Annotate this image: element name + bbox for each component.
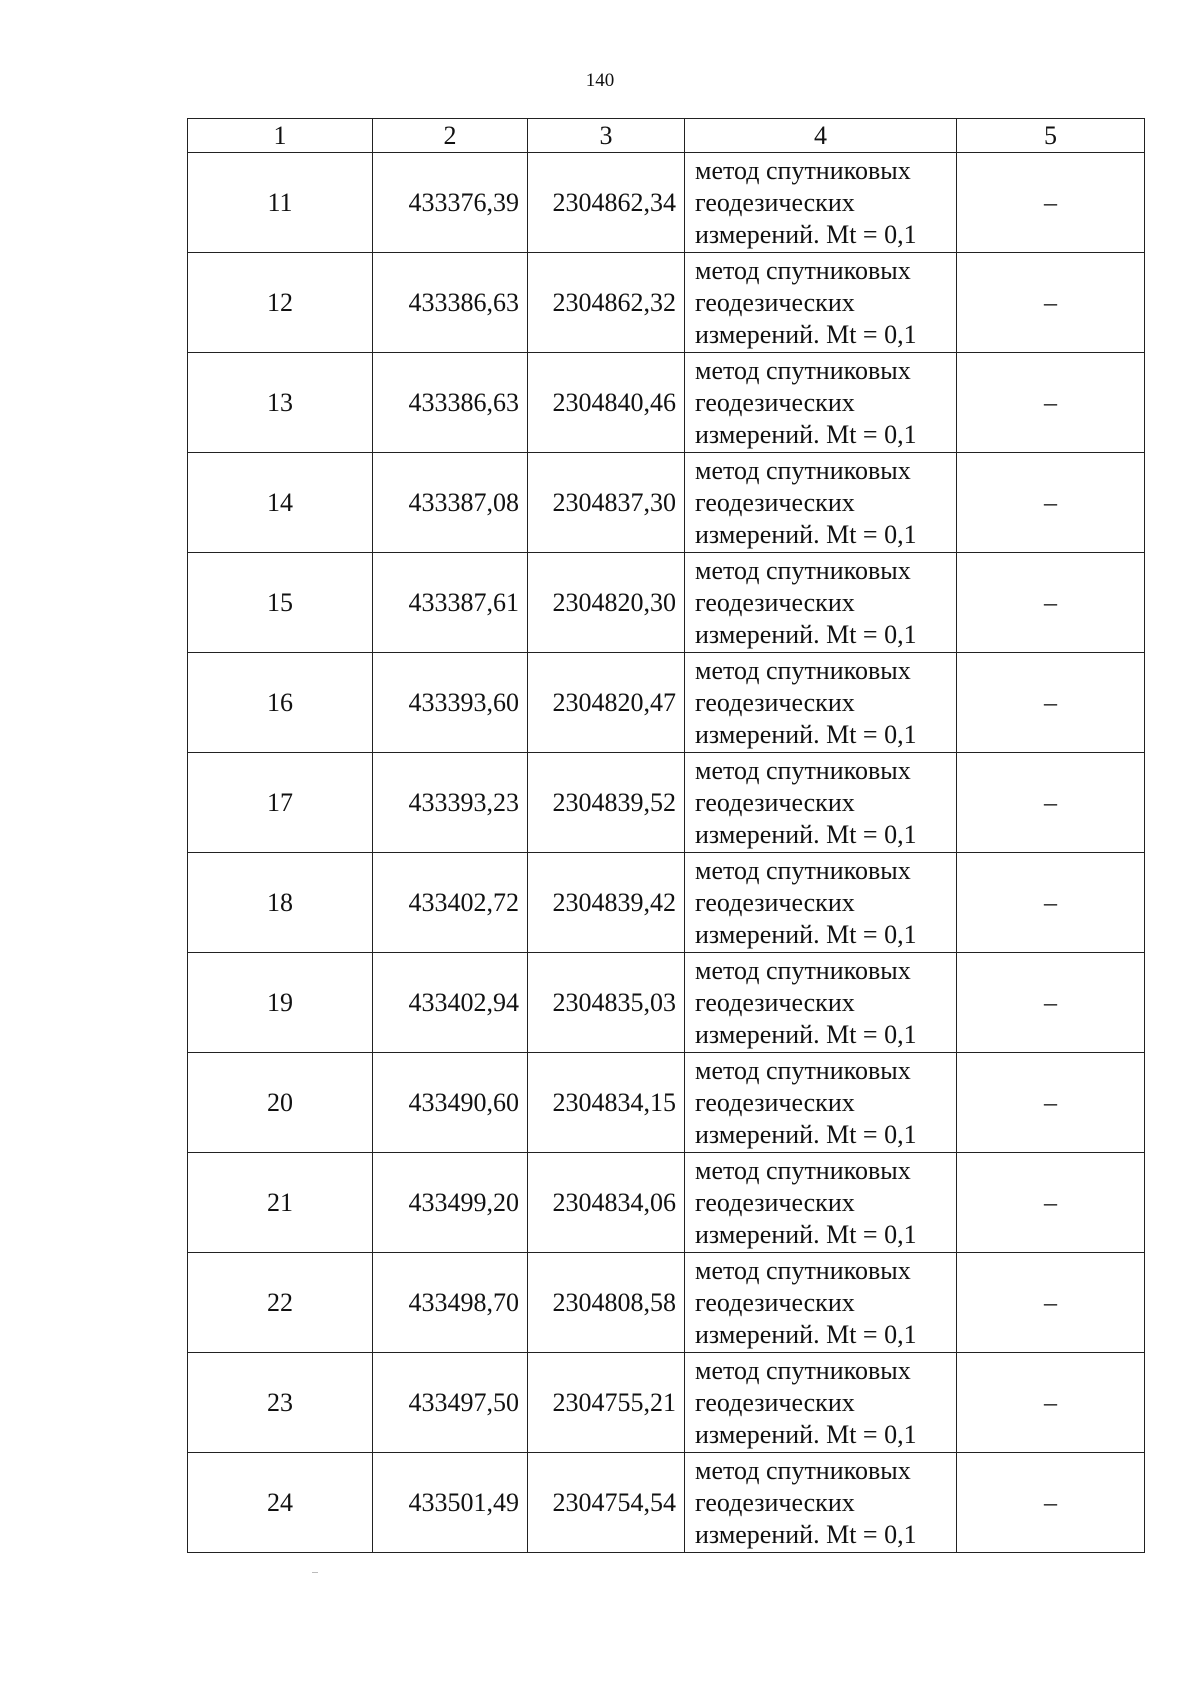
note-cell: – — [957, 1153, 1145, 1253]
x-coordinate-cell: 433402,94 — [373, 953, 528, 1053]
coordinates-table — [187, 118, 1145, 1553]
x-coordinate-cell: 433490,60 — [373, 1053, 528, 1153]
point-number-cell: 15 — [188, 553, 373, 653]
table-row — [188, 153, 1145, 253]
x-coordinate-cell: 433393,23 — [373, 753, 528, 853]
header-col-5: 5 — [957, 119, 1145, 153]
point-number-cell: 23 — [188, 1353, 373, 1453]
note-cell: – — [957, 1353, 1145, 1453]
y-coordinate-cell: 2304820,30 — [528, 553, 685, 653]
header-col-4: 4 — [685, 119, 957, 153]
method-cell — [685, 853, 957, 953]
method-line: метод спутниковых — [695, 1055, 911, 1085]
header-col-2: 2 — [373, 119, 528, 153]
method-line: геодезических — [695, 387, 855, 417]
method-line: геодезических — [695, 287, 855, 317]
note-cell: – — [957, 153, 1145, 253]
method-cell — [685, 153, 957, 253]
method-line: измерений. Mt = 0,1 — [695, 819, 917, 849]
method-line: измерений. Mt = 0,1 — [695, 319, 917, 349]
x-coordinate-cell: 433499,20 — [373, 1153, 528, 1253]
method-cell — [685, 1453, 957, 1553]
header-col-1: 1 — [188, 119, 373, 153]
x-coordinate-cell: 433387,08 — [373, 453, 528, 553]
method-line: метод спутниковых — [695, 255, 911, 285]
method-line: метод спутниковых — [695, 1455, 911, 1485]
note-cell: – — [957, 1253, 1145, 1353]
y-coordinate-cell: 2304755,21 — [528, 1353, 685, 1453]
point-number-cell: 13 — [188, 353, 373, 453]
method-line: измерений. Mt = 0,1 — [695, 1419, 917, 1449]
table-row — [188, 953, 1145, 1053]
method-line: измерений. Mt = 0,1 — [695, 519, 917, 549]
method-line: метод спутниковых — [695, 555, 911, 585]
method-line: измерений. Mt = 0,1 — [695, 219, 917, 249]
note-cell: – — [957, 753, 1145, 853]
note-cell: – — [957, 353, 1145, 453]
y-coordinate-cell: 2304862,34 — [528, 153, 685, 253]
point-number-cell: 22 — [188, 1253, 373, 1353]
method-line: измерений. Mt = 0,1 — [695, 619, 917, 649]
method-line: геодезических — [695, 187, 855, 217]
note-cell: – — [957, 853, 1145, 953]
x-coordinate-cell: 433386,63 — [373, 353, 528, 453]
x-coordinate-cell: 433402,72 — [373, 853, 528, 953]
method-line: измерений. Mt = 0,1 — [695, 1519, 917, 1549]
method-cell — [685, 1053, 957, 1153]
method-line: геодезических — [695, 487, 855, 517]
y-coordinate-cell: 2304820,47 — [528, 653, 685, 753]
method-line: геодезических — [695, 887, 855, 917]
method-line: метод спутниковых — [695, 1255, 911, 1285]
method-cell — [685, 1353, 957, 1453]
method-line: измерений. Mt = 0,1 — [695, 1219, 917, 1249]
table-row — [188, 453, 1145, 553]
point-number-cell: 20 — [188, 1053, 373, 1153]
method-cell — [685, 1253, 957, 1353]
method-line: геодезических — [695, 1487, 855, 1517]
method-line: измерений. Mt = 0,1 — [695, 719, 917, 749]
method-line: измерений. Mt = 0,1 — [695, 919, 917, 949]
point-number-cell: 14 — [188, 453, 373, 553]
note-cell: – — [957, 453, 1145, 553]
point-number-cell: 18 — [188, 853, 373, 953]
header-col-3: 3 — [528, 119, 685, 153]
y-coordinate-cell: 2304834,06 — [528, 1153, 685, 1253]
y-coordinate-cell: 2304839,42 — [528, 853, 685, 953]
y-coordinate-cell: 2304862,32 — [528, 253, 685, 353]
scan-mark — [312, 1572, 318, 1573]
method-line: метод спутниковых — [695, 955, 911, 985]
point-number-cell: 21 — [188, 1153, 373, 1253]
table-row — [188, 753, 1145, 853]
point-number-cell: 24 — [188, 1453, 373, 1553]
x-coordinate-cell: 433386,63 — [373, 253, 528, 353]
point-number-cell: 19 — [188, 953, 373, 1053]
x-coordinate-cell: 433501,49 — [373, 1453, 528, 1553]
point-number-cell: 16 — [188, 653, 373, 753]
method-line: метод спутниковых — [695, 355, 911, 385]
note-cell: – — [957, 553, 1145, 653]
table-body — [188, 153, 1145, 1553]
method-cell — [685, 1153, 957, 1253]
method-line: геодезических — [695, 1187, 855, 1217]
method-line: геодезических — [695, 987, 855, 1017]
method-line: измерений. Mt = 0,1 — [695, 1319, 917, 1349]
method-line: геодезических — [695, 587, 855, 617]
method-cell — [685, 553, 957, 653]
method-line: метод спутниковых — [695, 1355, 911, 1385]
method-cell — [685, 353, 957, 453]
note-cell: – — [957, 1453, 1145, 1553]
point-number-cell: 12 — [188, 253, 373, 353]
note-cell: – — [957, 253, 1145, 353]
method-line: измерений. Mt = 0,1 — [695, 419, 917, 449]
x-coordinate-cell: 433393,60 — [373, 653, 528, 753]
method-line: метод спутниковых — [695, 1155, 911, 1185]
method-line: измерений. Mt = 0,1 — [695, 1019, 917, 1049]
note-cell: – — [957, 953, 1145, 1053]
y-coordinate-cell: 2304808,58 — [528, 1253, 685, 1353]
method-cell — [685, 753, 957, 853]
note-cell: – — [957, 1053, 1145, 1153]
table-row — [188, 853, 1145, 953]
method-cell — [685, 953, 957, 1053]
point-number-cell: 11 — [188, 153, 373, 253]
page-number: 140 — [585, 70, 615, 91]
method-line: метод спутниковых — [695, 455, 911, 485]
x-coordinate-cell: 433376,39 — [373, 153, 528, 253]
method-line: измерений. Mt = 0,1 — [695, 1119, 917, 1149]
table-row — [188, 1053, 1145, 1153]
method-cell — [685, 253, 957, 353]
method-line: геодезических — [695, 1387, 855, 1417]
note-cell: – — [957, 653, 1145, 753]
method-line: геодезических — [695, 1087, 855, 1117]
method-line: метод спутниковых — [695, 855, 911, 885]
method-cell — [685, 653, 957, 753]
method-line: геодезических — [695, 687, 855, 717]
table-row — [188, 1453, 1145, 1553]
method-cell — [685, 453, 957, 553]
method-line: геодезических — [695, 787, 855, 817]
point-number-cell: 17 — [188, 753, 373, 853]
table-row — [188, 353, 1145, 453]
y-coordinate-cell: 2304840,46 — [528, 353, 685, 453]
y-coordinate-cell: 2304839,52 — [528, 753, 685, 853]
y-coordinate-cell: 2304754,54 — [528, 1453, 685, 1553]
method-line: метод спутниковых — [695, 655, 911, 685]
table-row — [188, 253, 1145, 353]
x-coordinate-cell: 433387,61 — [373, 553, 528, 653]
method-line: геодезических — [695, 1287, 855, 1317]
y-coordinate-cell: 2304837,30 — [528, 453, 685, 553]
table-header-row — [188, 119, 1145, 153]
x-coordinate-cell: 433498,70 — [373, 1253, 528, 1353]
table-row — [188, 1353, 1145, 1453]
x-coordinate-cell: 433497,50 — [373, 1353, 528, 1453]
table-row — [188, 1253, 1145, 1353]
method-line: метод спутниковых — [695, 155, 911, 185]
table-row — [188, 553, 1145, 653]
y-coordinate-cell: 2304835,03 — [528, 953, 685, 1053]
table-row — [188, 653, 1145, 753]
table-row — [188, 1153, 1145, 1253]
method-line: метод спутниковых — [695, 755, 911, 785]
y-coordinate-cell: 2304834,15 — [528, 1053, 685, 1153]
